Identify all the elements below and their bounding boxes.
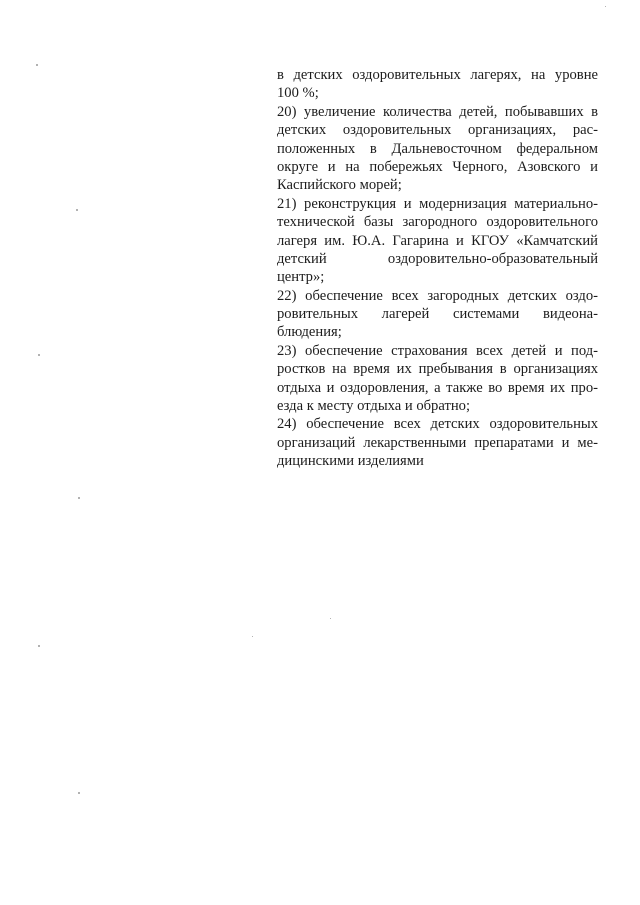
text-line: отдыха и оздоровления, а также во время их про- [277, 379, 598, 396]
scan-speck [252, 636, 253, 637]
scan-speck [78, 792, 80, 794]
text-line: положенных в Дальневосточном федеральном [277, 140, 598, 157]
text-line: дицинскими изделиями [277, 453, 424, 470]
text-line: ровительных лагерей системами видеона- [277, 306, 598, 323]
scan-speck [605, 6, 606, 7]
paragraph-item-20 [277, 103, 598, 195]
scan-speck [38, 645, 40, 647]
text-line: Каспийского морей; [277, 177, 402, 194]
paragraph-item-24 [277, 415, 598, 470]
text-line: округе и на побережьях Черного, Азовского и [277, 158, 598, 175]
text-line: организаций лекарственными препаратами и ме- [277, 434, 598, 451]
scan-speck [78, 497, 80, 499]
text-line: детских оздоровительных организациях, рас- [277, 122, 598, 139]
text-line: ростков на время их пребывания в организациях [277, 361, 598, 378]
text-line: 20) увеличение количества детей, побывавших в [277, 103, 598, 120]
paragraph-item-21 [277, 195, 598, 287]
paragraph-item-22 [277, 287, 598, 342]
text-line: детский оздоровительно-образовательный [277, 250, 598, 267]
paragraph-continuation [277, 66, 598, 103]
text-line: технической базы загородного оздоровительного [277, 214, 598, 231]
text-line: лагеря им. Ю.А. Гагарина и КГОУ «Камчатский [277, 232, 598, 249]
text-line: блюдения; [277, 324, 342, 341]
text-line: 23) обеспечение страхования всех детей и под- [277, 342, 598, 359]
text-line: в детских оздоровительных лагерях, на уровне [277, 67, 598, 83]
text-line: 22) обеспечение всех загородных детских оздо- [277, 287, 598, 304]
scan-speck [36, 64, 38, 66]
text-line: центр»; [277, 269, 325, 286]
scan-speck [76, 209, 78, 211]
text-line: 21) реконструкция и модернизация материально- [277, 195, 598, 212]
scan-speck [38, 354, 40, 356]
text-line: 100 %; [277, 85, 319, 102]
body-text [277, 66, 598, 471]
paragraph-item-23 [277, 342, 598, 416]
text-line: 24) обеспечение всех детских оздоровительных [277, 416, 598, 433]
text-line: езда к месту отдыха и обратно; [277, 398, 470, 415]
scan-speck [330, 618, 331, 619]
